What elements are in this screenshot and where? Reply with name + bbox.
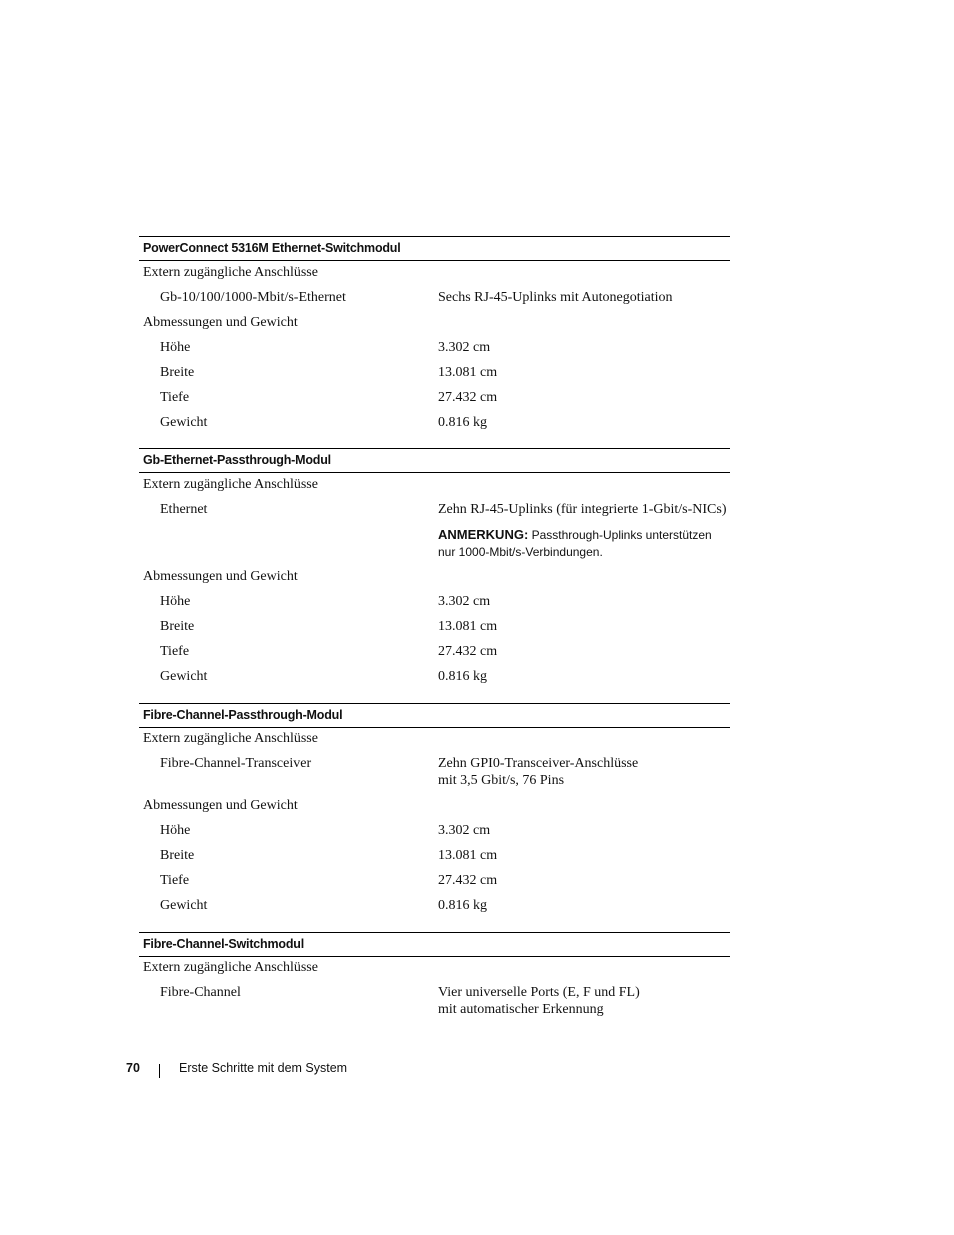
note-text-line1: Passthrough-Uplinks unterstützen — [531, 528, 712, 542]
note-block — [438, 526, 730, 561]
category-label: Abmessungen und Gewicht — [143, 569, 298, 584]
spec-label: Höhe — [160, 340, 191, 355]
spec-value: 13.081 cm — [438, 365, 498, 380]
spec-value: 0.816 kg — [438, 669, 487, 684]
spec-label: Tiefe — [160, 873, 190, 888]
spec-label: Tiefe — [160, 644, 190, 659]
category-label: Extern zugängliche Anschlüsse — [143, 477, 318, 492]
spec-value: 27.432 cm — [438, 644, 498, 659]
spec-value: Zehn GPI0-Transceiver-Anschlüsse — [438, 756, 639, 771]
spec-label: Fibre-Channel — [160, 985, 241, 1000]
spec-label: Ethernet — [160, 502, 208, 517]
spec-value: 13.081 cm — [438, 619, 498, 634]
section-title: Fibre-Channel-Passthrough-Modul — [139, 703, 730, 728]
note-text-line2: nur 1000-Mbit/s-Verbindungen. — [438, 545, 603, 559]
spec-value: Zehn RJ-45-Uplinks (für integrierte 1-Gbit/s-NICs) — [438, 502, 727, 517]
category-label: Extern zugängliche Anschlüsse — [143, 265, 318, 280]
spec-label: Gb-10/100/1000-Mbit/s-Ethernet — [160, 290, 346, 305]
category-label: Abmessungen und Gewicht — [143, 315, 298, 330]
spec-label: Gewicht — [160, 415, 208, 430]
spec-value: Vier universelle Ports (E, F und FL) — [438, 985, 640, 1000]
spec-value: 0.816 kg — [438, 415, 487, 430]
spec-value: 0.816 kg — [438, 898, 487, 913]
spec-value: 3.302 cm — [438, 823, 491, 838]
spec-value: 27.432 cm — [438, 873, 498, 888]
spec-label: Höhe — [160, 823, 191, 838]
spec-label: Fibre-Channel-Transceiver — [160, 756, 312, 771]
spec-label: Tiefe — [160, 390, 190, 405]
footer-title: Erste Schritte mit dem System — [179, 1061, 348, 1075]
footer-separator — [159, 1064, 160, 1078]
spec-label: Breite — [160, 848, 195, 863]
spec-label: Höhe — [160, 594, 191, 609]
spec-value: Sechs RJ-45-Uplinks mit Autonegotiation — [438, 290, 673, 305]
section-title: PowerConnect 5316M Ethernet-Switchmodul — [139, 236, 730, 261]
page-footer — [0, 1061, 954, 1081]
spec-value: 13.081 cm — [438, 848, 498, 863]
category-label: Abmessungen und Gewicht — [143, 798, 298, 813]
spec-value: 27.432 cm — [438, 390, 498, 405]
spec-label: Breite — [160, 365, 195, 380]
note-label: ANMERKUNG: — [438, 527, 529, 542]
spec-label: Gewicht — [160, 898, 208, 913]
spec-value: mit 3,5 Gbit/s, 76 Pins — [438, 773, 565, 788]
spec-label: Gewicht — [160, 669, 208, 684]
spec-value: 3.302 cm — [438, 594, 491, 609]
page-number: 70 — [126, 1061, 140, 1075]
spec-label: Breite — [160, 619, 195, 634]
spec-value: 3.302 cm — [438, 340, 491, 355]
spec-value: mit automatischer Erkennung — [438, 1002, 604, 1017]
section-title: Gb-Ethernet-Passthrough-Modul — [139, 448, 730, 473]
category-label: Extern zugängliche Anschlüsse — [143, 960, 318, 975]
section-title: Fibre-Channel-Switchmodul — [139, 932, 730, 957]
category-label: Extern zugängliche Anschlüsse — [143, 731, 318, 746]
